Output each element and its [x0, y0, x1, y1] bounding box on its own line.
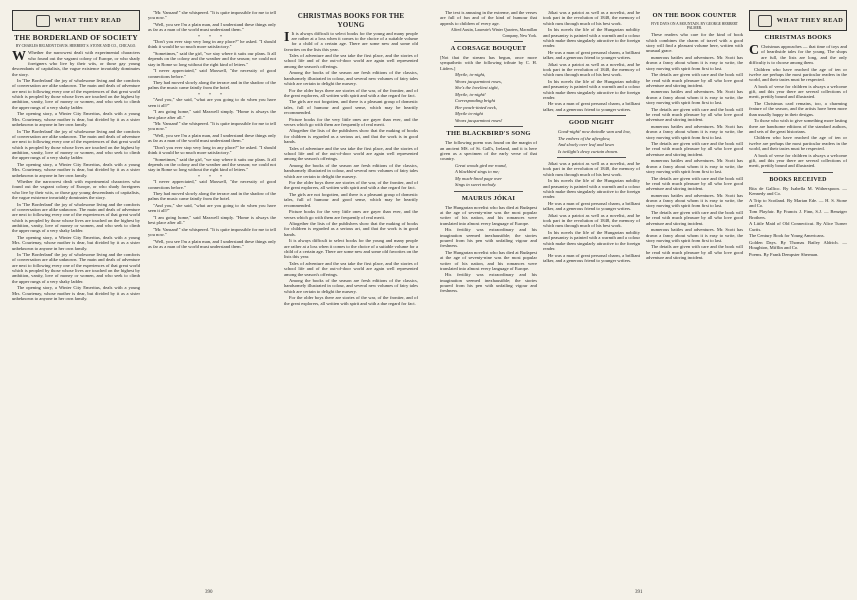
paragraph: Jókai was a patriot as well as a novelist, and he took part in the revolution of 1848, the memory of which runs through much of his best work. — [543, 212, 640, 229]
verse-line: Sings in sweet melody. — [455, 182, 497, 188]
paragraph: For the older boys there are stories of the war, of the frontier, and of the great explorers, all written with spirit and with a due regard for fact. — [284, 180, 418, 191]
paragraph: Jókai was a patriot as well as a novelist, and he took part in the revolution of 1848, the memory of which runs through much of his best work. — [543, 61, 640, 78]
paragraph: In 'The Borderland' the joy of wholesome living and the comforts of conversation are alike unknown. The main and deals of adventure are next to following every one of the experiences of that great world which is peopled by those whose lives are touched on the highest by ambition, vanity, love of money or women, and who seek to climb the upper rungs of a very shaky ladder. — [12, 252, 140, 284]
paragraph: In his novels the life of the Hungarian nobility and peasantry is painted with a warmth and a colour which make them singularly attractive to the foreign reader. — [543, 229, 640, 251]
paragraph: The Hungarian novelist who has died at Budapest at the age of seventy-nine was the most popular writer of his nation, and his romances were translated into almost every language of Europe. — [440, 204, 537, 226]
section-break: * * * — [198, 173, 226, 179]
article-title: GOOD NIGHT — [568, 119, 615, 127]
drop-cap: I — [284, 29, 290, 45]
paragraph: A book of verse for children is always a welcome gift, and this year there are several collections of merit, prettily bound and illustrated. — [749, 83, 847, 100]
paragraph: The girls are not forgotten, and there is a pleasant group of domestic tales, full of humour and good sense, which may be heartily recommended. — [284, 192, 418, 208]
paragraph: The details are given with care and the book will be read with much pleasure by all who love good adventure and stirring incident. — [646, 244, 743, 261]
paragraph: The details are given with care and the book will be read with much pleasure by all who love good adventure and stirring incident. — [646, 209, 743, 226]
paragraph: The girls are not forgotten, and there is a pleasant group of domestic tales, full of humour and good sense, which may be heartily recommended. — [284, 99, 418, 116]
right-column-4 — [749, 10, 847, 585]
paragraph: In his novels the life of the Hungarian nobility and peasantry is painted with a warmth and a colour which make them singularly attractive to the foreign reader. — [543, 78, 640, 100]
paragraph: A book of verse for children is always a welcome gift, and this year there are several collections of merit, prettily bound and illustrated. — [749, 152, 847, 169]
right-column-1 — [440, 10, 537, 585]
list-item: A Trip to Scotland. By Marian Ede. — H. S. Stone and Co. — [749, 197, 847, 208]
paragraph: Picture books for the very little ones are gayer than ever, and the verses which go with them are frequently of real merit. — [284, 116, 418, 127]
article-title: A CORSAGE BOUQUET — [450, 44, 527, 52]
paragraph: Children who have reached the age of ten or twelve are perhaps the most particular readers in the world, and their tastes must be respected. — [749, 66, 847, 83]
paragraph: Children who have reached the age of ten or twelve are perhaps the most particular readers in the world, and their tastes must be respected. — [749, 135, 847, 152]
paragraph: These readers who care for the kind of book which combines the charm of travel with a good story will find a pleasant volume here, written with unusual grace. — [646, 32, 743, 54]
paragraph: The opening story, a Winter City Emeritus, deals with a young Mrs. Courtenay, whose mother is dear, but divided by it as a sister unbeknown to anyone in her own family. — [12, 111, 140, 128]
paragraph: "Sometimes," said the girl, "we stay where it suits our plans. It all depends on the colony and the weather and the season; we could not stay in Rome so long without the right kind of letters." — [148, 50, 276, 67]
paragraph: Altogether the lists of the publishers show that the making of books for children is regarded as a serious art, and that the work is in good hands. — [284, 221, 418, 237]
citation: Alfred Austin, Laureate's Winter Quarters, Macmillan Company, New York. — [450, 27, 537, 38]
paragraph: He was a man of great personal charm, a brilliant talker, and a generous friend to younger writers. — [543, 252, 640, 263]
paragraph: numerous battles and adventures. Mr. Scott has drawn a fancy about whom it is easy to write, the story moving with spirit from first to last. — [646, 54, 743, 71]
list-item: Golden Days. By Thomas Bailey Aldrich. — Houghton, Mifflin and Co. — [749, 239, 847, 251]
section-break: * * * — [198, 33, 226, 39]
article-byline: FIVE DAYS ON A MOUNTAIN. BY GEORGE HERBERT PALMER. — [651, 22, 738, 31]
paragraph: Tales of adventure and the sea take the first place, and the stories of school life and of the out-of-door world are again well represented among the season's offerings. — [284, 145, 418, 162]
verse-line: Myrtle to-night — [455, 111, 483, 117]
paragraph: For the older boys there are stories of the war, of the frontier, and of the great explorers, all written with spirit and with a due regard for fact. — [284, 87, 418, 98]
divider — [454, 41, 523, 42]
paragraph: numerous battles and adventures. Mr. Scott has drawn a fancy about whom it is easy to write, the story moving with spirit from first to last. — [646, 89, 743, 106]
paragraph: The details are given with care and the book will be read with much pleasure by all who love good adventure and stirring incident. — [646, 72, 743, 88]
left-column-3 — [284, 10, 418, 585]
paragraph: "Mr. Vansant!" she whispered. "It is quite impossible for me to tell you now." — [148, 10, 276, 21]
paragraph: "I never appreciated," said Maxwell, "the necessity of good connections before." — [148, 179, 276, 190]
paragraph: For the older boys there are stories of the war, of the frontier, and of the great explorers, all written with spirit and with a due regard for fact. — [284, 295, 418, 306]
page-number: 391 — [635, 590, 643, 595]
paragraph: Whether the narrowest dealt with experimental characters who found out the vagrant colony of Europe, or who shady foreigners who live by their wits, or those gay young descendants of capitalists, the vague existence invariably dominates the story. — [12, 179, 140, 201]
verse-line: A blackbird sings to me; — [455, 169, 500, 175]
paragraph: "I never appreciated," said Maxwell, "the necessity of good connections before." — [148, 68, 276, 79]
paragraph: numerous battles and adventures. Mr. Scott has drawn a fancy about whom it is easy to write, the story moving with spirit from first to last. — [646, 158, 743, 174]
list-item: Poems. By Frank Dempster Sherman. — [749, 251, 819, 257]
paragraph: "Mr. Vansant!" she whispered. "It is quite impossible for me to tell you now." — [148, 121, 276, 132]
paragraph: C Christmas approaches — that time of toys and of hearthside tales for the young. The shops are full, the lists are long, and the only difficulty is to choose among them. — [749, 43, 847, 66]
verse-line: Is twilight's dewy curtain drawn. — [558, 148, 619, 154]
verse-line: Myrtle, to-night! — [455, 91, 486, 97]
verse-line: Good-night! now dwindle wan and low, — [558, 129, 631, 135]
paragraph: Jókai was a patriot as well as a novelist, and he took part in the revolution of 1848, the memory of which runs through much of his best work. — [543, 10, 640, 26]
paragraph: He was a man of great personal charm, a brilliant talker, and a generous friend to younger writers. — [543, 200, 640, 212]
paragraph: He was a man of great personal charm, a brilliant talker, and a generous friend to younger writers. — [543, 101, 640, 112]
paragraph: Altogether the lists of the publishers show that the making of books for children is regarded as a serious art, and that the work is in good hands. — [284, 128, 418, 145]
section-logo-text: WHAT THEY READ — [776, 16, 844, 24]
paragraph: In 'The Borderland' the joy of wholesome living and the comforts of conversation are alike unknown. The main and deals of adventure are next to following every one of the experiences of that great world which is peopled by those whose lives are touched on the highest by ambition, vanity, love of money or women, and who seek to climb the upper rungs of a very shaky ladder. — [12, 201, 140, 234]
article-title: THE BLACKBIRD'S SONG — [446, 130, 531, 138]
paragraph: They had moved slowly along the terrace and in the shadow of the palms the music came faintly from the hotel. — [148, 80, 276, 91]
article-byline: BY CHARLES BELMONT DAVIS. HERBERT S. STONE AND CO., CHICAGO. — [15, 44, 137, 48]
paragraph: The opening story, a Winter City Emeritus, deals with a young Mrs. Courtenay, whose mother is dear, but divided by it as a sister unbeknown to anyone in her own family. — [12, 285, 140, 302]
verse-line: Wears jacqueminot roses, — [455, 78, 502, 84]
paragraph: They had moved slowly along the terrace and in the shadow of the palms the music came faintly from the hotel. — [148, 191, 276, 202]
verse-line: Great woods gird me round, — [455, 162, 507, 168]
divider — [454, 126, 523, 127]
right-column-3 — [646, 10, 743, 585]
article-title: MAURUS JÓKAI — [461, 194, 516, 202]
drop-cap: W — [12, 49, 26, 65]
paragraph: It is always difficult to select books for the young and many people are rather at a loss when it comes to the choice of a suitable volume for a child of a certain age. There are some new and some old favorites on the lists this year. — [284, 238, 418, 260]
paragraph: "Mr. Vansant!" she whispered. "It is quite impossible for me to tell you now." — [148, 226, 276, 238]
section-logo — [12, 10, 140, 31]
paragraph: He was a man of great personal charm, a brilliant talker, and a generous friend to younger writers. — [543, 49, 640, 61]
verse-line: Wears jacqueminot roses! — [455, 117, 503, 123]
paragraph: numerous battles and adventures. Mr. Scott has drawn a fancy about whom it is easy to write, the story moving with spirit from first to last. — [646, 192, 743, 209]
paragraph: Among the books of the season are fresh editions of the classics, handsomely illustrated in colour, and several new volumes of fairy tales which are certain to delight the nursery. — [284, 70, 418, 86]
paragraph: Among the books of the season are fresh editions of the classics, handsomely illustrated in colour, and several new volumes of fairy tales which are certain to delight the nursery. — [284, 162, 418, 179]
paragraph: I It is always difficult to select books for the young and many people are rather at a loss when it comes to the choice of a suitable volume for a child of a certain age. There are some new and some old favorites on the lists this year. — [284, 29, 418, 52]
left-column-1 — [12, 10, 140, 585]
paragraph: The Hungarian novelist who has died at Budapest at the age of seventy-nine was the most popular writer of his nation, and his romances were translated into almost every language of Europe. — [440, 249, 537, 271]
paragraph: Tales of adventure and the sea take the first place, and the stories of school life and of the out-of-door world are again well represented among the season's offerings. — [284, 260, 418, 277]
paragraph: The text is amusing in the extreme, and the verses are full of fun and of the kind of humour that appeals to children of every age. — [440, 10, 537, 26]
paragraph: In his novels the life of the Hungarian nobility and peasantry is painted with a warmth and a colour which make them singularly attractive to the foreign reader. — [543, 27, 640, 49]
divider — [557, 157, 626, 158]
paragraph: To those who wish to give something more lasting there are handsome editions of the standard authors, and sets of the great historians. — [749, 118, 847, 134]
verse-line: She's the loveliest sight, — [455, 85, 499, 91]
list-item: Rita de Gallico. By Isabella M. Witherspoon. — Kennedy and Co. — [749, 185, 847, 197]
paragraph: The Christmas card remains, too, a charming feature of the season, and the artists have been more than usually happy in their designs. — [749, 101, 847, 117]
section-logo — [749, 10, 847, 31]
paragraph: W Whether the narrowest dealt with experimental characters who found out the vagrant colony of Europe, or who shady foreigners who live by their wits, or those gay young descendants of capitalists, the vague existence invariably dominates the story. — [12, 49, 140, 77]
paragraph: "Don't you ever stop very long in any place?" he asked. "I should think it would be so much more satisfactory." — [148, 39, 276, 50]
paragraph: "And you," she said, "what are you going to do when you have seen it all?" — [148, 97, 276, 108]
paragraph: numerous battles and adventures. Mr. Scott has drawn a fancy about whom it is easy to write, the story moving with spirit from first to last. — [646, 123, 743, 140]
paragraph: The opening story, a Winter City Emeritus, deals with a young Mrs. Courtenay, whose mother is dear, but divided by it as a sister unbeknown to anyone in her own family. — [12, 234, 140, 251]
paragraph: The details are given with care and the book will be read with much pleasure by all who love good adventure and stirring incident. — [646, 175, 743, 192]
paragraph: "Don't you ever stop very long in any place?" he asked. "I should think it would be so much more satisfactory." — [148, 144, 276, 156]
drop-cap: C — [749, 43, 760, 58]
list-item: A Little Maid of Old Connecticut. By Alice Turner Curtis. — [749, 221, 847, 232]
divider — [454, 191, 523, 192]
paragraph: "Well, you see I'm a plain man, and I understand these things only as far as a man of the world must understand them." — [148, 132, 276, 144]
paragraph: numerous battles and adventures. Mr. Scott has drawn a fancy about whom it is easy to write, the story moving with spirit from first to last. — [646, 227, 743, 243]
article-title: ON THE BOOK COUNTER — [652, 12, 737, 19]
paragraph: "I am going home," said Maxwell simply. "Home is always the best place after all." — [148, 109, 276, 120]
page-number: 390 — [205, 590, 213, 595]
paragraph: His fertility was extraordinary and his imagination seemed inexhaustible; the stories poured from his pen with unfailing vigour and freshness. — [440, 272, 537, 294]
list-item: Tom Playfair. By Francis J. Finn, S.J. — Benziger Brothers. — [749, 209, 847, 220]
paragraph: The details are given with care and the book will be read with much pleasure by all who love good adventure and stirring incident. — [646, 141, 743, 157]
paragraph: Tales of adventure and the sea take the first place, and the stories of school life and of the out-of-door world are again well represented among the season's offerings. — [284, 53, 418, 69]
paragraph: The details are given with care and the book will be read with much pleasure by all who love good adventure and stirring incident. — [646, 106, 743, 123]
paragraph: Among the books of the season are fresh editions of the classics, handsomely illustrated in colour, and several new volumes of fairy tales which are certain to delight the nursery. — [284, 278, 418, 294]
paragraph: "I am going home," said Maxwell simply. "Home is always the best place after all." — [148, 214, 276, 226]
paragraph: Picture books for the very little ones are gayer than ever, and the verses which go with them are frequently of real merit. — [284, 209, 418, 220]
right-page — [430, 0, 857, 600]
divider — [557, 115, 626, 116]
paragraph: In 'The Borderland' the joy of wholesome living and the comforts of conversation are alike unknown. The main and deals of adventure are next to following every one of the experiences of that great world which is peopled by those whose lives are touched on the highest by ambition, vanity, love of money or women, and who seek to climb the upper rungs of a very shaky ladder. — [12, 128, 140, 161]
paragraph: "Well, you see I'm a plain man, and I understand these things only as far as a man of the world must understand them." — [148, 238, 276, 249]
article-title: CHRISTMAS BOOKS FOR THE YOUNG — [297, 12, 405, 29]
list-title: BOOKS RECEIVED — [769, 176, 827, 183]
article-title: CHRISTMAS BOOKS — [764, 34, 832, 41]
verse-line: And slowly over leaf and lawn — [558, 142, 614, 148]
paragraph: "Well, you see I'm a plain man, and I understand these things only as far as a man of the world must understand them." — [148, 21, 276, 33]
verse-line: The embers of the afterglow, — [558, 135, 611, 141]
verse-line: Corresponding bright — [455, 98, 496, 104]
paragraph: Jókai was a patriot as well as a novelist, and he took part in the revolution of 1848, the memory of which runs through much of his best work. — [543, 161, 640, 177]
paragraph: The following poem was found on the margin of an ancient MS. of St. Gall's, Ireland, and it is here given as a specimen of the early verse of that country. — [440, 140, 537, 162]
ornament-icon — [758, 15, 772, 27]
verse-line: Myrtle, to-night, — [455, 72, 486, 78]
article-title: THE BORDERLAND OF SOCIETY — [14, 33, 138, 42]
right-column-2 — [543, 10, 640, 585]
paragraph: The opening story, a Winter City Emeritus, deals with a young Mrs. Courtenay, whose mother is dear, but divided by it as a sister unbeknown to anyone in her own family. — [12, 161, 140, 178]
paragraph: In his novels the life of the Hungarian nobility and peasantry is painted with a warmth and a colour which make them singularly attractive to the foreign reader. — [543, 178, 640, 200]
list-item: The Century Book for Young Americans. — [749, 233, 825, 239]
ornament-icon — [36, 15, 50, 27]
paragraph: "And you," she said, "what are you going to do when you have seen it all?" — [148, 202, 276, 214]
paragraph: In 'The Borderland' the joy of wholesome living and the comforts of conversation are alike unknown. The main and deals of adventure are next to following every one of the experiences of that great world which is peopled by those whose lives are touched on the highest by ambition, vanity, love of money or women, and who seek to climb the upper rungs of a very shaky ladder. — [12, 78, 140, 110]
section-break: * * * — [198, 91, 226, 97]
divider — [763, 172, 833, 173]
paragraph: His fertility was extraordinary and his imagination seemed inexhaustible; the stories poured from his pen with unfailing vigour and freshness. — [440, 227, 537, 249]
left-column-2 — [148, 10, 276, 585]
section-logo-text: WHAT THEY READ — [54, 16, 122, 24]
paragraph: "Sometimes," said the girl, "we stay where it suits our plans. It all depends on the colony and the weather and the season; we could not stay in Rome so long without the right kind of letters." — [148, 156, 276, 173]
editorial-note: [Not that the stream has begun, once more sympathetic with the following tribute by C. H. Lüders.] — [440, 54, 537, 71]
verse-line: My much-lined page over — [455, 175, 503, 181]
verse-line: Her peach-tinted neck, — [455, 104, 497, 110]
